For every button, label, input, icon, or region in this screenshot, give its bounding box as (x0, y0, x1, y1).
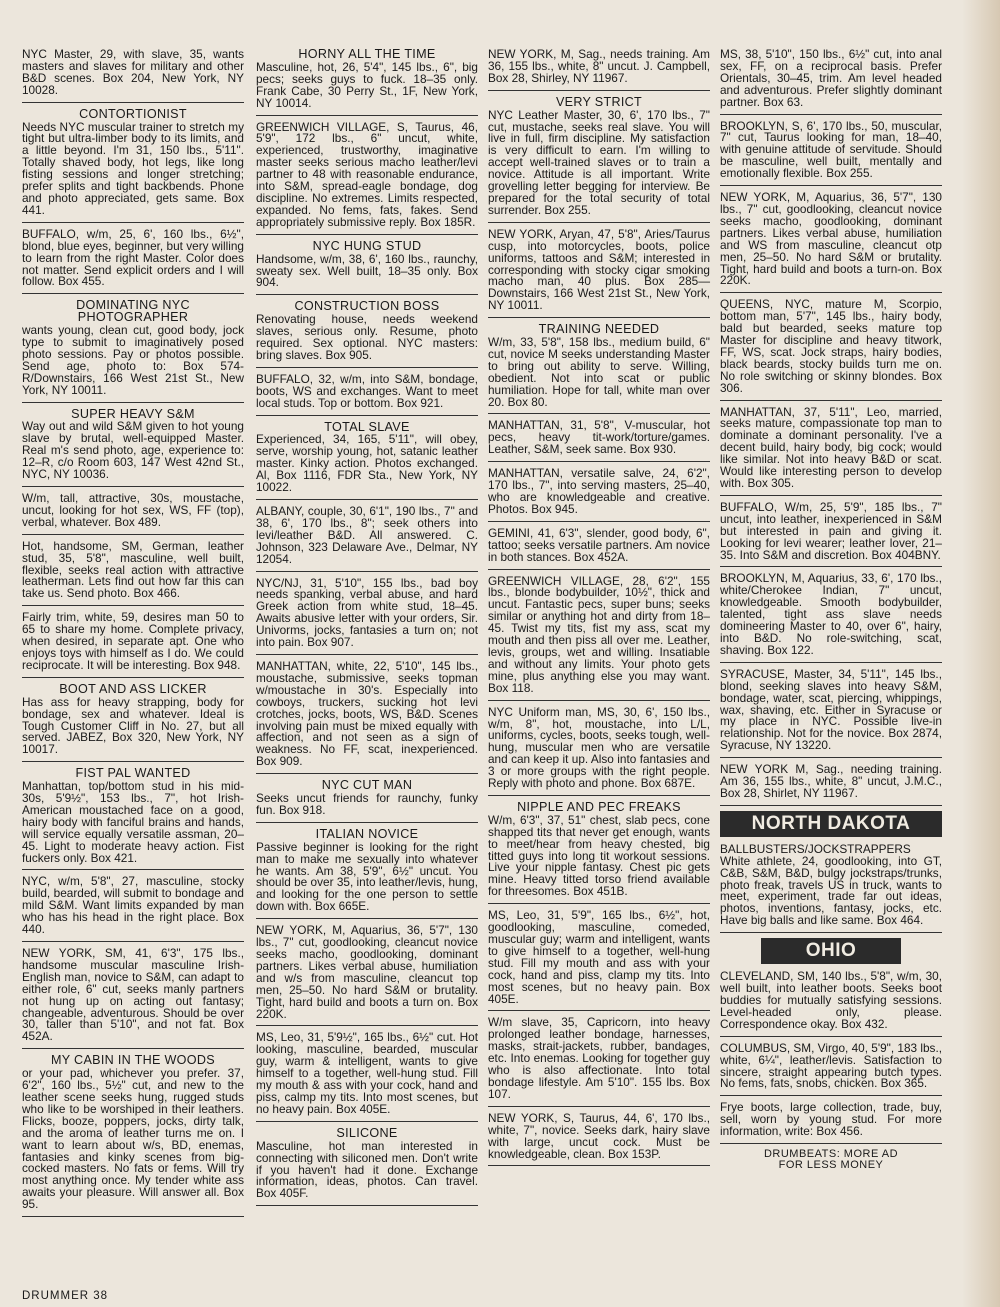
ad-text: NEW YORK, M, Aquarius, 36, 5'7", 130 lbs., 7" cut, goodlooking, cleancut novice seeks macho, goodlooking, dominant partners. Likes verbal abuse, humiliation and w/s from masculine, cleancut top men, 25–50. No hard S&M or brutality. Tight, hard build and boots a turn on. Box 220K. (256, 923, 478, 1021)
classified-ad (256, 924, 478, 1026)
page-edge-shadow (962, 0, 1000, 1307)
ad-text: Way out and wild S&M given to hot young slave by brutal, well-equipped Master. Real m's send photo, age, experience to: 12–R, c/o Room 603, 147 West 42nd St., NYC, NY 10036. (22, 419, 244, 482)
ad-text: ALBANY, couple, 30, 6'1", 190 lbs., 7" and 38, 6', 170 lbs., 8"; seek others into levi/leather B&D. All answered. C. Johnson, 323 Delaware Ave., Delmar, NY 12054. (256, 504, 478, 566)
classified-ad (256, 577, 478, 655)
classified-ad (256, 779, 478, 823)
classified-ad (22, 611, 244, 678)
classified-ad (720, 120, 942, 187)
classified-ad (22, 408, 244, 487)
classified-ad (22, 875, 244, 942)
ad-text: SYRACUSE, Master, 34, 5'11", 145 lbs., blond, seeking slaves into heavy S&M, bondage, water, scat, piercing, whippings, wax, shaving, etc. Either in Syracuse or my place in NYC. Possible live-in relationship. Not for the novice. Box 2874, Syracuse, NY 13220. (720, 666, 942, 753)
ad-heading: CONSTRUCTION BOSS (294, 299, 440, 314)
ad-text: MS, Leo, 31, 5'9", 165 lbs., 6½", hot, goodlooking, masculine, comeded, muscular guy; warm and intelligent, wants to give himself to a together, well-hung stud. Fill my mouth and ass with your cock, hand and piss, clamp my tits. Into most scenes, but no heavy pain. Box 405E. (488, 908, 710, 1006)
ad-text: NEW YORK, M, Sag., needs training. Am 36, 155 lbs., white, 8" uncut. J. Campbell, Box 28, Shirley, NY 11967. (488, 47, 710, 85)
classified-ad (256, 1031, 478, 1121)
column-4-body (720, 48, 942, 1144)
classified-ad (488, 323, 710, 414)
classified-ad (22, 683, 244, 762)
ad-text: Hot, handsome, SM, German, leather stud, 35, 5'8", masculine, well built, flexible, seeks real action with attractive leatherman. Lets find out how far this can take us. Send photo. Box 466. (22, 538, 244, 601)
ad-text: W/m, 33, 5'8", 158 lbs., medium build, 6" cut, novice M seeks understanding Master to bring out ability to serve. Willing, obedient. Not into scat or public humiliation. Hope for tall, white man over 20. Box 80. (488, 335, 710, 409)
ad-heading: TRAINING NEEDED (538, 322, 660, 337)
ad-text: or your pad, whichever you prefer. 37, 6'2", 160 lbs., 5½" cut, and new to the leather scene seeks hung, rugged studs who like to be worshiped in their leathers. Flicks, booze, poppers, jocks, dirty talk, and the aroma of leather turns me on. I want to learn about w/s, BD, enemas, fantasies and kinky scenes from big-cocked masters. No fats or fems. Will try most anything once. My tender white ass awaits your pleasure. Will answer all. Box 95. (22, 1066, 244, 1212)
classified-ad (22, 48, 244, 103)
classified-ad (256, 373, 478, 416)
ad-heading: HORNY ALL THE TIME (298, 47, 436, 61)
classified-ad (256, 505, 478, 572)
ad-text: wants young, clean cut, good body, jock type to submit to imaginatively posed photo sessions. Pay or photos possible. Send age, photo to: Box 574-R/Downstairs, 166 West 21st St., New York, NY 10011. (22, 323, 244, 397)
ad-text: CLEVELAND, SM, 140 lbs., 5'8", w/m, 30, well built, into leather boots. Seeks boot buddies for mutually satisfying sessions. Level-headed only, please. Correspondence okay. Box 432. (720, 969, 942, 1031)
ad-text: W/m, 6'3", 37, 51" chest, slab pecs, cone shapped tits that never get enough, wants to meet/hear from heavy chested, big titted guys into long tit workout sessions. Live your nipple fantasy. Chest pic gets mine. Heavy titted torso friend available for threesomes. Box 451B. (488, 812, 710, 899)
ad-text: BUFFALO, w/m, 25, 6', 160 lbs., 6½", blond, blue eyes, beginner, but very willing to learn from the right Master. Color does not matter. Send explicit orders and I will follow. Box 455. (22, 226, 244, 289)
ad-text: Handsome, w/m, 38, 6', 160 lbs., raunchy, sweaty sex. Well built, 18–35 only. Box 904. (256, 251, 478, 290)
ad-text: GREENWICH VILLAGE, S, Taurus, 46, 5'9", 172 lbs., 6" uncut, white, experienced, trustworthy, imaginative master seeks serious macho leather/levi partner to 48 with reasonable endurance, into S&M, spread-eagle bondage, dog discipline. No extremes. Limits respected, expanded. No fems, fats, fakes. Send appropriately submissive reply. Box 185R. (256, 119, 478, 229)
classified-ad (720, 191, 942, 293)
ad-text: QUEENS, NYC, mature M, Scorpio, bottom man, 5'7", 145 lbs., hairy body, bald but bearded, seeks mature top Master for discipline and heavy titwork, FF, WS, scat. Jock straps, hairy bodies, black beards, stocky builds turn me on. No role switching or skinny blondes. Box 306. (720, 297, 942, 395)
ad-text: NYC Master, 29, with slave, 35, wants masters and slaves for military and other B&D scenes. Box 204, New York, NY 10028. (22, 47, 244, 97)
classified-ad (720, 572, 942, 662)
ad-text: Needs NYC muscular trainer to stretch my tight but ultra-limber body to its limits, and a little beyond. I'm 31, 150 lbs., 5'11". Totally shaved body, hot legs, like long fisting sessions and longer stretching; prefer splits and tight backbends. Phone and photo appreciated, gets same. Box 441. (22, 119, 244, 217)
classified-ad (488, 706, 710, 796)
classified-ad (488, 228, 710, 318)
ad-text: MANHATTAN, versatile salve, 24, 6'2", 170 lbs., 7", into serving masters, 25–40, who are knowledgeable and creative. Photos. Box 945. (488, 466, 710, 516)
classified-ad (256, 828, 478, 919)
ad-text: MS, 38, 5'10", 150 lbs., 6½" cut, into anal sex, FF, on a reciprocal basis. Prefer Orientals, 30–45, trim. Am level headed and adventurous. Prefer slightly dominant partner. Box 63. (720, 47, 942, 109)
ad-text: Has ass for heavy strapping, body for bondage, sex and whatever. Ideal is Tough Customer Cliff in No. 27, but all served. JABEZ, Box 320, New York, NY 10017. (22, 694, 244, 757)
ad-text: NYC/NJ, 31, 5'10", 155 lbs., bad boy needs spanking, verbal abuse, and hard Greek action from white stud, 18–45. Awaits abusive letter with your orders, Sir. Univorms, jocks, fantasies a turn on; not into pain. Box 907. (256, 575, 478, 650)
classified-ad (22, 228, 244, 295)
classified-ad (720, 970, 942, 1037)
ad-text: NYC Leather Master, 30, 6', 170 lbs., 7" cut, mustache, seeks real slave. You will live in full, firm discipline. My satisfaction is very difficult to earn. I'm willing to accept well-trained slaves or to train a novice. Attitude is all important. Write grovelling letter begging for interview. Be prepared for the total security of total surrender. Box 255. (488, 107, 710, 217)
column-1 (22, 48, 244, 1222)
classified-ad (720, 1101, 942, 1144)
classified-ad (22, 947, 244, 1049)
closing-line-2: FOR LESS MONEY (778, 1159, 884, 1172)
classified-ad (720, 48, 942, 115)
ad-text: Seeks uncut friends for raunchy, funky fun. Box 918. (256, 791, 478, 817)
ad-heading: VERY STRICT (555, 94, 643, 109)
classified-ad (488, 48, 710, 91)
ad-heading: NIPPLE AND PEC FREAKS (517, 799, 681, 814)
ad-heading: NYC HUNG STUD (312, 238, 422, 253)
column-4 (720, 48, 942, 1171)
column-2 (256, 48, 478, 1211)
ad-heading: FIST PAL WANTED (75, 766, 191, 781)
state-heading: NORTH DAKOTA (720, 811, 942, 837)
classified-ad (256, 48, 478, 116)
ad-text: Experienced, 34, 165, 5'11", will obey, serve, worship young, hot, satanic leather master. Kinky action. Photos exchanged. Al, Box 1116, FDR Sta., New York, NY 10022. (256, 432, 478, 495)
classified-ad (256, 421, 478, 500)
ad-text: Manhattan, top/bottom stud in his mid-30s, 5'9½", 153 lbs., 7", hot Irish-American moustached face on a good, hairy body with fanciful brains and hands, will service equally versatile assman, 20–45. Light to moderate heavy action. Fist fuckers only. Box 421. (22, 779, 244, 865)
ad-heading: CONTORTIONIST (79, 106, 187, 121)
ad-text: Fairly trim, white, 59, desires man 50 to 65 to share my home. Complete privacy, when desired, in separate apt. One who enjoys toys with himself as I do. We could reciprocate. It will be interesting. Box 948. (22, 610, 244, 672)
classified-ad (720, 406, 942, 496)
ad-heading: SILICONE (336, 1125, 398, 1140)
classified-ad (488, 575, 710, 701)
classified-ad (488, 527, 710, 570)
classified-ad (256, 240, 478, 296)
state-heading: OHIO (761, 938, 901, 964)
ad-heading: SUPER HEAVY S&M (71, 406, 195, 421)
ad-text: W/m slave, 35, Capricorn, into heavy prolonged leather bondage, harnesses, masks, strait-jackets, rubber, bandages, etc. Into enemas. Looking for together guy who is also affectionate. Into total bondage lifestyle. Am 5'10". 155 lbs. Box 107. (488, 1015, 710, 1101)
ad-text: BALLBUSTERS/JOCKSTRAPPERS White athlete, 24, goodlooking, into GT, C&B, S&M, B&D, bulgy jockstraps/trunks, photo freak, travels US in truck, wants to meet, experiment, trade far out ideas, photos, inventions, fantasy, jocks, etc. Have big balls and like same. Box 464. (720, 841, 942, 928)
ad-text: NEW YORK, M, Aquarius, 36, 5'7", 130 lbs., 7" cut, goodlooking, cleancut novice seeks macho, goodlooking, dominant partners. Likes verbal abuse, humiliation and WS from masculine, cleancut otp men, 25–50. No hard S&M or brutality. Tight, hard build and boots a turn-on. Box 220K. (720, 190, 942, 288)
classified-ad (488, 1016, 710, 1106)
ad-heading: TOTAL SLAVE (324, 419, 410, 434)
ad-text: Passive beginner is looking for the right man to make me sexually into whatever he wants. Am 38, 5'9", 6½" uncut. You should be over 35, into leather/levis, hung, and looking for the one person to settle down with. Box 665E. (256, 839, 478, 914)
ad-heading: ITALIAN NOVICE (315, 826, 419, 841)
ad-text: Frye boots, large collection, trade, buy, sell, worn by young stud. For more information, write: Box 456. (720, 1100, 942, 1139)
classified-ad (22, 108, 244, 223)
classified-ad (720, 298, 942, 400)
classified-ad (488, 1112, 710, 1167)
page-footer: DRUMMER 38 (22, 1290, 109, 1302)
ad-text: NEW YORK M, Sag., needing training. Am 36, 155 lbs., white, 8" uncut, J.M.C., Box 28, Shirlet, NY 11967. (720, 762, 942, 800)
classified-ad (22, 1054, 244, 1217)
ad-text: Masculine, hot man interested in connecting with siliconed men. Don't write if you haven't had it done. Exchange information, ideas, photos. Can travel. Box 405F. (256, 1138, 478, 1201)
classified-ad (22, 767, 244, 870)
ad-text: NYC Uniform man, MS, 30, 6', 150 lbs., w/m, 8", hot, moustache, into L/L, uniforms, cycles, boots, seeks tough, well-hung, muscular men who are versatile and can keep it up. Also into fantasies and 3 or more groups with the right people. Reply with photo and phone. Box 687E. (488, 704, 710, 791)
classified-ad (720, 1042, 942, 1097)
ad-text: MS, Leo, 31, 5'9½", 165 lbs., 6½" cut. Hot looking, masculine, bearded, muscular guy, warm & intelligent, wants to give himself to a together, well-hung stud. Fill my mouth & ass with your cock, hand and piss, calmp my tits. Into most scenes, but no heavy pain. Box 405E. (256, 1030, 478, 1116)
classified-ad (256, 1127, 478, 1206)
classifieds-page (20, 48, 950, 1288)
classified-ad (720, 763, 942, 806)
ad-text: BROOKLYN, M, Aquarius, 33, 6', 170 lbs., white/Cherokee Indian, 7" uncut, knowledgeable. Smooth bodybuilder, talented, tight ass slave needs domineering Master to 40, over 6", hairy, into B&D. No role-switching, scat, shaving. Box 122. (720, 571, 942, 657)
classified-ad (720, 843, 942, 933)
ad-text: W/m, tall, attractive, 30s, moustache, uncut, looking for hot sex, WS, FF (top), verbal, whatever. Box 489. (22, 491, 244, 529)
ad-text: GREENWICH VILLAGE, 28, 6'2", 155 lbs., blonde bodybuilder, 10½", thick and uncut. Fantastic pecs, super buns; seeks similar or anything hot and dirty from 18–45. Twist my tits, fist my ass, scat my mouth and then piss all over me. Leather, levis, groups, wet and willing. Insatiable and without any limits. Your photo gets mine, plus anything else you may want. Box 118. (488, 573, 710, 695)
ad-text: MANHATTAN, white, 22, 5'10", 145 lbs., moustache, submissive, seeks topman w/moustache in 30's. Especially into cowboys, truckers, sucking hot levi crotches, jocks, boots, WS, B&D. Scenes involving pain must be mixed equally with affection, and not seen as a sign of weakness. No FF, scat, inexperienced. Box 909. (256, 658, 478, 769)
classified-ad (720, 668, 942, 758)
classified-ad (488, 419, 710, 462)
ad-text: BUFFALO, 32, w/m, into S&M, bondage, boots, WS and exchanges. Want to meet local studs. Top or bottom. Box 921. (256, 371, 478, 410)
classified-ad (256, 300, 478, 368)
ad-heading: BOOT AND ASS LICKER (59, 681, 207, 696)
ad-text: GEMINI, 41, 6'3", slender, good body, 6", tattoo; seeks versatile partners. Am novice in both stances. Box 452A. (488, 525, 710, 564)
classified-ad (22, 299, 244, 402)
ad-text: NEW YORK, S, Taurus, 44, 6', 170 lbs., white, 7", novice. Seeks dark, hairy slave with large, uncut cock. Must be knowledgeable, clean. Box 153P. (488, 1110, 710, 1161)
classified-ad (22, 492, 244, 535)
ad-text: MANHATTAN, 37, 5'11", Leo, married, seeks mature, compassionate top man to dominate a dominant personality. I've a decent build, hairy body, big cock; would like similar. Not into heavy B&D or scat. Would like interesting person to develop with. Box 305. (720, 404, 942, 490)
ad-heading: DOMINATING NYC PHOTOGRAPHER (76, 298, 190, 325)
ad-heading: NYC CUT MAN (321, 778, 413, 793)
ad-text: COLUMBUS, SM, Virgo, 40, 5'9", 183 lbs., white, 6¼", leather/levis. Satisfaction to sincere, straight appearing butch types. No fems, fats, snobs, chicken. Box 365. (720, 1040, 942, 1091)
ad-text: BUFFALO, W/m, 25, 5'9", 185 lbs., 7" uncut, into leather, inexperienced in S&M but interested in pain and giving it. Looking for levi wearer; leather lover, 21–35. Into S&M and discretion. Box 404BNY. (720, 499, 942, 562)
column-3 (488, 48, 710, 1171)
ad-text: Renovating house, needs weekend slaves, serious only. Resume, photo required. Sex optional. NYC masters: bring slaves. Box 905. (256, 312, 478, 362)
ad-text: NEW YORK, Aryan, 47, 5'8", Aries/Taurus cusp, into motorcycles, boots, police uniforms, tattoos and S&M; interested in corresponding with stocky cigar smoking macho man, 40 plus. Box 285—Downstairs, 166 West 21st St., New York, NY 10011. (488, 226, 710, 313)
ad-heading: MY CABIN IN THE WOODS (51, 1053, 215, 1068)
ad-text: BROOKLYN, S, 6', 170 lbs., 50, muscular, 7" cut, Taurus looking for man, 18–40, with genuine attitude of servitude. Should be masculine, well built, mentally and emotionally flexible. Box 255. (720, 118, 942, 181)
classified-ad (488, 467, 710, 522)
ad-text: MANHATTAN, 31, 5'8", V-muscular, hot pecs, heavy tit-work/torture/games. Leather, S&M, seek same. Box 930. (488, 418, 710, 457)
classified-ad (256, 660, 478, 774)
classified-ad (22, 540, 244, 607)
classified-ad (488, 909, 710, 1011)
classified-ad (720, 501, 942, 568)
classified-ad (256, 121, 478, 235)
closing-line-1: DRUMBEATS: MORE AD (763, 1148, 899, 1161)
ad-text: Masculine, hot, 26, 5'4", 145 lbs., 6", big pecs; seeks guys to fuck. 18–35 only. Frank Cabe, 30 Perry St., 1F, New York, NY 10014. (256, 59, 478, 110)
closing-banner (720, 1149, 942, 1171)
classified-ad (488, 96, 710, 223)
ad-text: NEW YORK, SM, 41, 6'3", 175 lbs., handsome muscular masculine Irish-English man, novice to S&M, can adapt to either role, 6" cut, seeks manly partners not hung up on acting out fantasy; changeable, adventurous. Should be over 30, taller than 5'10", and not fat. Box 452A. (22, 946, 244, 1044)
ad-text: NYC, w/m, 5'8", 27, masculine, stocky build, bearded, will submit to bondage and mild S&M. Want limits expanded by man who has his head in the right place. Box 440. (22, 874, 244, 937)
classified-ad (488, 801, 710, 904)
